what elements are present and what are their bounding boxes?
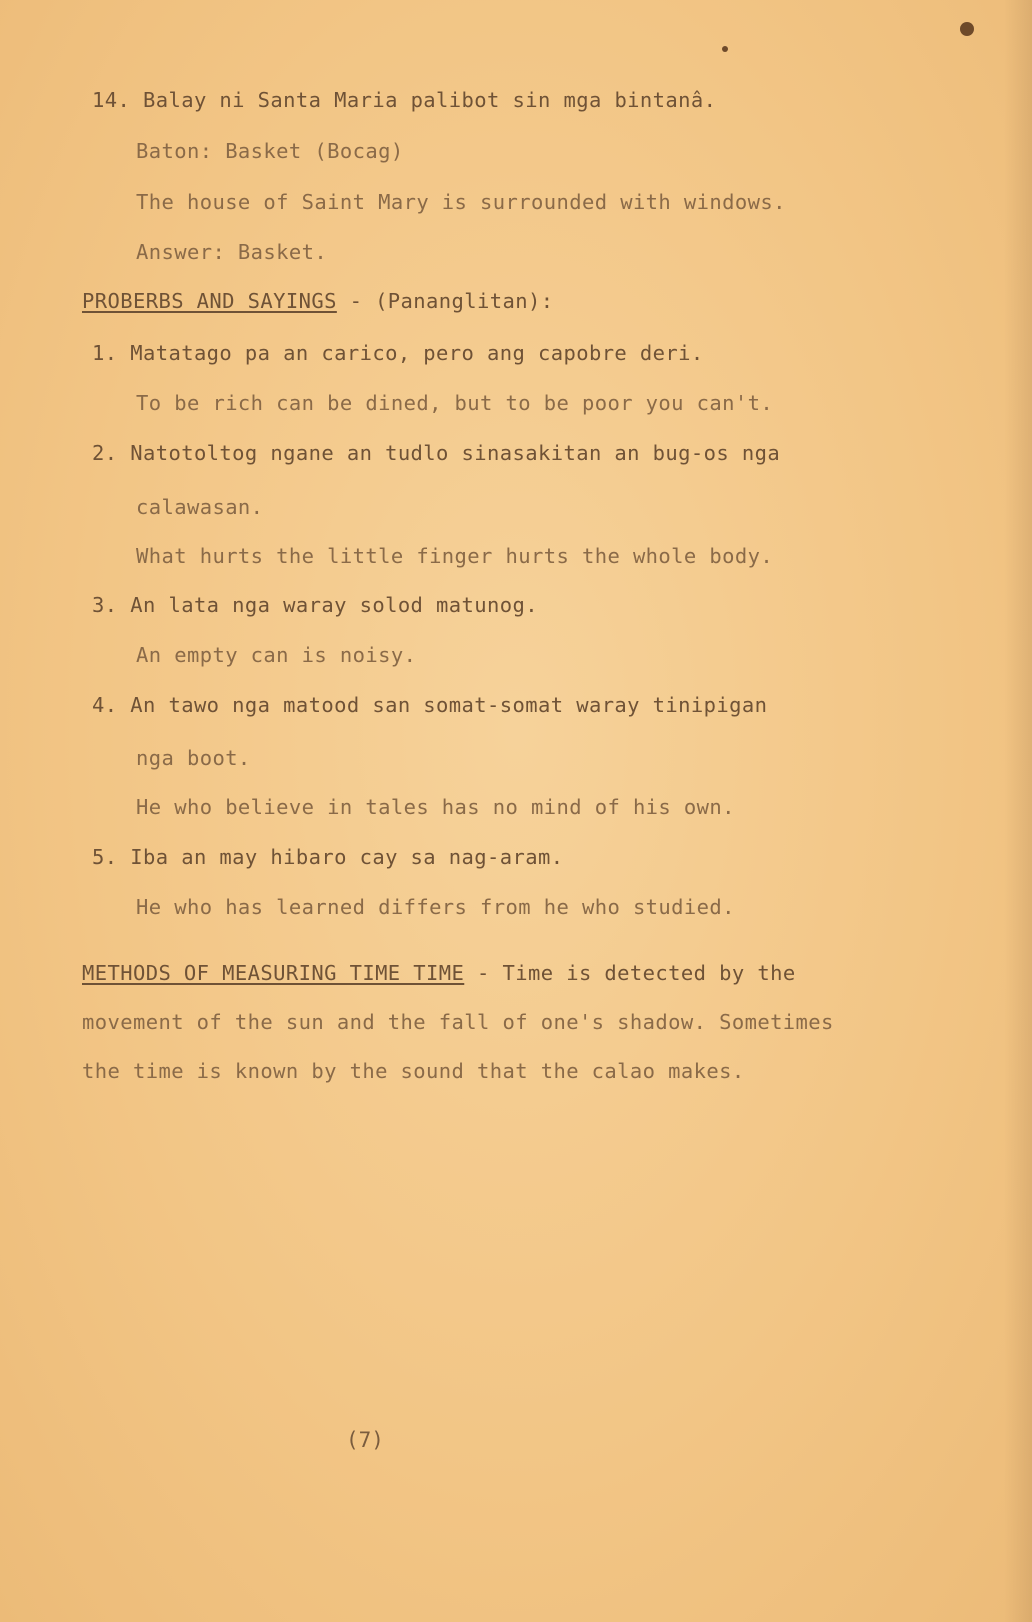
proverb-5-native (92, 847, 563, 868)
proverb-4-english: He who believe in tales has no mind of his own. (136, 795, 735, 819)
methods-line-1: - Time is detected by the (464, 961, 796, 985)
proverb-3-english: An empty can is noisy. (136, 643, 417, 667)
ink-spot (960, 22, 974, 36)
riddle-native-text: Balay ni Santa Maria palibot sin mga bintanâ. (142, 88, 717, 112)
riddle-native (92, 90, 716, 111)
proverb-4-number: 4. (92, 693, 118, 717)
proverb-1-native (92, 343, 704, 364)
proverbs-heading-suffix: - (Pananglitan): (336, 289, 554, 313)
proverb-2-english: What hurts the little finger hurts the whole body. (136, 544, 774, 568)
proverb-2-native (92, 443, 780, 464)
proverb-1-number: 1. (92, 341, 118, 365)
proverb-3-native-text: An lata nga waray solod matunog. (130, 593, 538, 617)
methods-line-3: the time is known by the sound that the calao makes. (82, 1059, 745, 1083)
methods-heading: METHODS OF MEASURING TIME TIME (82, 961, 465, 985)
proverb-1-english: To be rich can be dined, but to be poor you can't. (136, 391, 774, 415)
proverb-3-number: 3. (92, 593, 118, 617)
proverbs-heading: PROBERBS AND SAYINGS (82, 289, 337, 313)
proverb-2-number: 2. (92, 441, 118, 465)
proverb-5-native-text: Iba an may hibaro cay sa nag-aram. (130, 845, 564, 869)
proverb-4-native (92, 695, 767, 716)
proverb-1-native-text: Matatago pa an carico, pero ang capobre deri. (130, 341, 704, 365)
proverbs-heading-row (82, 291, 553, 312)
riddle-answer-english: Answer: Basket. (136, 240, 328, 264)
proverb-5-english: He who has learned differs from he who studied. (136, 895, 735, 919)
proverb-2-native-text: Natotoltog ngane an tudlo sinasakitan an bug-os nga (130, 441, 781, 465)
proverb-4-native-cont: nga boot. (136, 746, 251, 770)
page-number: (7) (346, 1428, 384, 1452)
riddle-number: 14. (92, 88, 131, 112)
page-edge-shadow (1004, 0, 1032, 1622)
riddle-english: The house of Saint Mary is surrounded with windows. (136, 190, 786, 214)
proverb-4-native-text: An tawo nga matood san somat-somat waray tinipigan (130, 693, 768, 717)
methods-line-2: movement of the sun and the fall of one's shadow. Sometimes (82, 1010, 834, 1034)
ink-dot (722, 46, 728, 52)
methods-row-1 (82, 963, 796, 984)
proverb-2-native-cont: calawasan. (136, 495, 264, 519)
proverb-3-native (92, 595, 538, 616)
riddle-answer-native: Baton: Basket (Bocag) (136, 139, 404, 163)
proverb-5-number: 5. (92, 845, 118, 869)
